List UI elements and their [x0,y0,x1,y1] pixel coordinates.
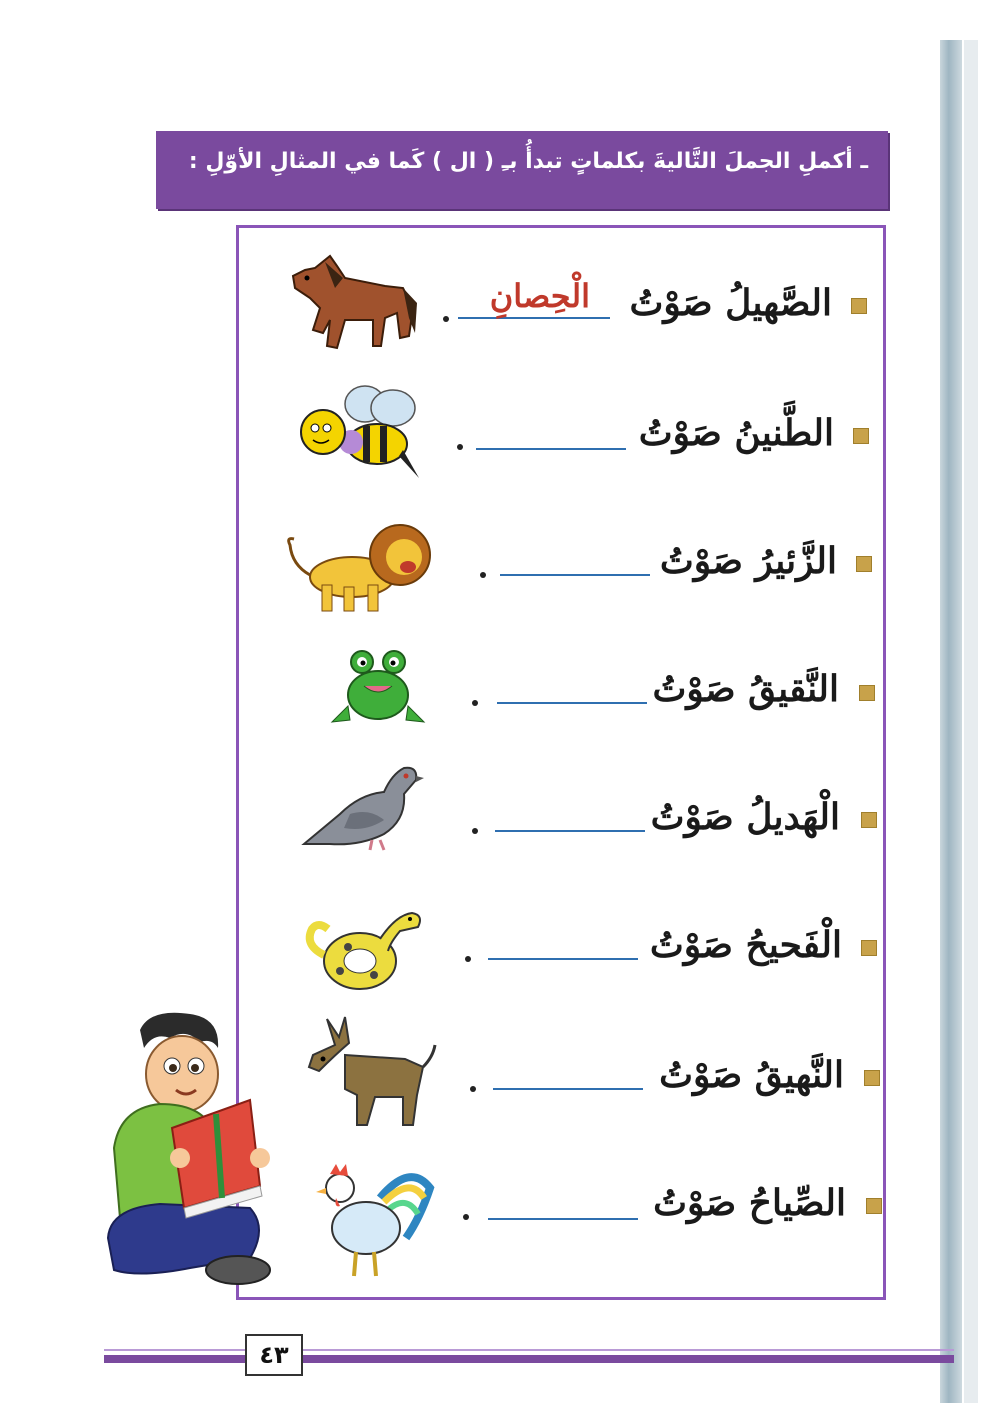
rooster-icon [310,1158,435,1283]
bullet-icon [861,940,877,956]
lion-icon [282,515,432,615]
bullet-icon [866,1198,882,1214]
bee-icon [295,382,425,482]
bullet-icon [861,812,877,828]
sentence-5: الْهَديلُ صَوْتُ [650,796,840,838]
answer-field-5[interactable] [495,796,645,832]
page-number: ٤٣ [245,1334,303,1376]
book-spine [940,40,962,1403]
full-stop [463,1214,469,1220]
answer-field-1[interactable] [458,277,610,319]
answer-text-1: الْحِصانِ [489,277,590,315]
full-stop [457,444,463,450]
sentence-6: الْفَحيحُ صَوْتُ [649,924,842,966]
answer-field-8[interactable] [488,1184,638,1220]
sentence-7: النَّهيقُ صَوْتُ [659,1054,844,1096]
donkey-icon [305,1015,440,1130]
bullet-icon [856,556,872,572]
full-stop [472,700,478,706]
instruction-text: ـ أكملِ الجملَ التَّاليةَ بكلماتٍ تبدأُ بـِ ( ال ) كَما في المثالِ الأوّلِ : [188,149,868,174]
answer-field-4[interactable] [497,668,647,704]
boy-reading-illustration [100,1008,275,1298]
full-stop [480,572,486,578]
bullet-icon [864,1070,880,1086]
pigeon-icon [300,758,425,853]
frog-icon [328,640,428,730]
answer-field-7[interactable] [493,1054,643,1090]
sentence-4: النَّقيقُ صَوْتُ [652,668,839,710]
sentence-8: الصِّياحُ صَوْتُ [653,1182,846,1224]
instruction-banner [156,131,888,209]
footer-rule [104,1355,954,1363]
sentence-2: الطَّنينُ صَوْتُ [638,412,834,454]
full-stop [472,828,478,834]
bullet-icon [851,298,867,314]
footer-rule-thin [104,1349,954,1351]
page-edge [964,40,978,1403]
sentence-1: الصَّهيلُ صَوْتُ [629,282,832,324]
answer-field-6[interactable] [488,924,638,960]
full-stop [470,1086,476,1092]
horse-icon [285,248,420,358]
answer-field-2[interactable] [476,414,626,450]
full-stop [465,956,471,962]
full-stop [443,316,449,322]
bullet-icon [853,428,869,444]
snake-icon [300,895,425,995]
sentence-3: الزَّئيرُ صَوْتُ [659,540,837,582]
answer-field-3[interactable] [500,540,650,576]
bullet-icon [859,685,875,701]
